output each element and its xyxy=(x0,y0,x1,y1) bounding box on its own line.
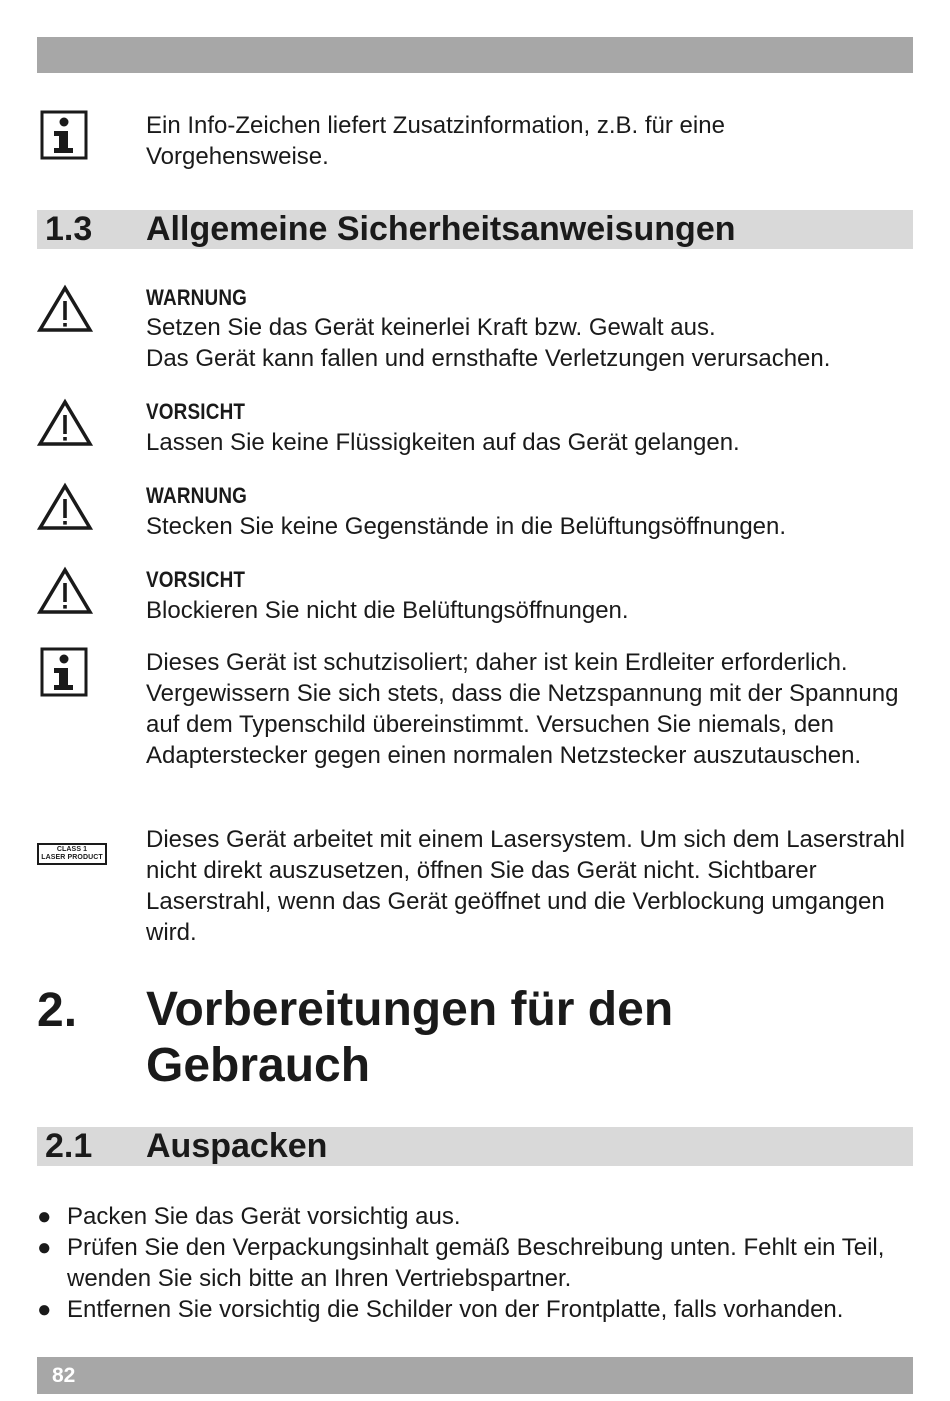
laser-text: Dieses Gerät arbeitet mit einem Lasersystem. Um sich dem Laserstrahl nicht direkt auszusetzen, öffnen Sie das Gerät nicht. Sichtbarer Laserstrahl, wenn das Gerät geöffnet und die Verblockung umgangen wird. xyxy=(146,826,905,946)
info-text: Ein Info-Zeichen liefert Zusatzinformation, z.B. für eine Vorgehensweise. xyxy=(146,112,725,170)
caution-label: VORSICHT xyxy=(146,399,246,424)
header-bar xyxy=(37,37,913,73)
chapter-number: 2. xyxy=(37,984,78,1037)
warning-triangle-icon xyxy=(37,284,93,339)
warning-triangle-icon xyxy=(37,566,93,621)
bullet-icon: ● xyxy=(37,1234,52,1261)
info-icon xyxy=(40,647,88,702)
warning-label: WARNUNG xyxy=(146,483,248,508)
bullet-icon: ● xyxy=(37,1296,52,1323)
unpacking-list xyxy=(37,1201,913,1325)
page-number: 82 xyxy=(52,1364,76,1387)
chapter-title: Vorbereitungen für den Gebrauch xyxy=(146,983,674,1092)
footer-bar xyxy=(37,1357,913,1394)
warning-label: WARNUNG xyxy=(146,285,248,310)
section-title: Allgemeine Sicherheitsanweisungen xyxy=(146,210,736,248)
warning-text: Setzen Sie das Gerät keinerlei Kraft bzw. Gewalt aus. Das Gerät kann fallen und ernsthafte Verletzungen verursachen. xyxy=(146,314,831,372)
bullet-icon: ● xyxy=(37,1203,52,1230)
section-heading-1-3 xyxy=(37,210,913,249)
caution-text: Blockieren Sie nicht die Belüftungsöffnungen. xyxy=(146,597,629,624)
section-title: Auspacken xyxy=(146,1127,328,1165)
list-item: ● Prüfen Sie den Verpackungsinhalt gemäß Beschreibung unten. Fehlt ein Teil, wenden Sie sich bitte an Ihren Vertriebspartner. xyxy=(37,1234,885,1292)
section-number: 2.1 xyxy=(45,1127,93,1165)
warning-triangle-icon xyxy=(37,398,93,453)
list-item: ● Entfernen Sie vorsichtig die Schilder von der Frontplatte, falls vorhanden. xyxy=(37,1296,844,1323)
info-text: Dieses Gerät ist schutzisoliert; daher ist kein Erdleiter erforderlich. Vergewissern Sie sich stets, dass die Netzspannung mit der Spannung auf dem Typenschild übereinstimmt. Versuchen Sie niemals, den Adapterstecker gegen einen normalen Netzstecker auszutauschen. xyxy=(146,649,899,769)
list-item: ● Packen Sie das Gerät vorsichtig aus. xyxy=(37,1203,461,1230)
info-icon xyxy=(40,110,88,165)
laser-class-label: CLASS 1 LASER PRODUCT xyxy=(37,843,107,865)
warning-text: Stecken Sie keine Gegenstände in die Belüftungsöffnungen. xyxy=(146,513,787,540)
section-heading-2-1 xyxy=(37,1127,913,1166)
section-number: 1.3 xyxy=(45,210,93,248)
caution-text: Lassen Sie keine Flüssigkeiten auf das Gerät gelangen. xyxy=(146,429,740,456)
caution-label: VORSICHT xyxy=(146,567,246,592)
warning-triangle-icon xyxy=(37,482,93,537)
